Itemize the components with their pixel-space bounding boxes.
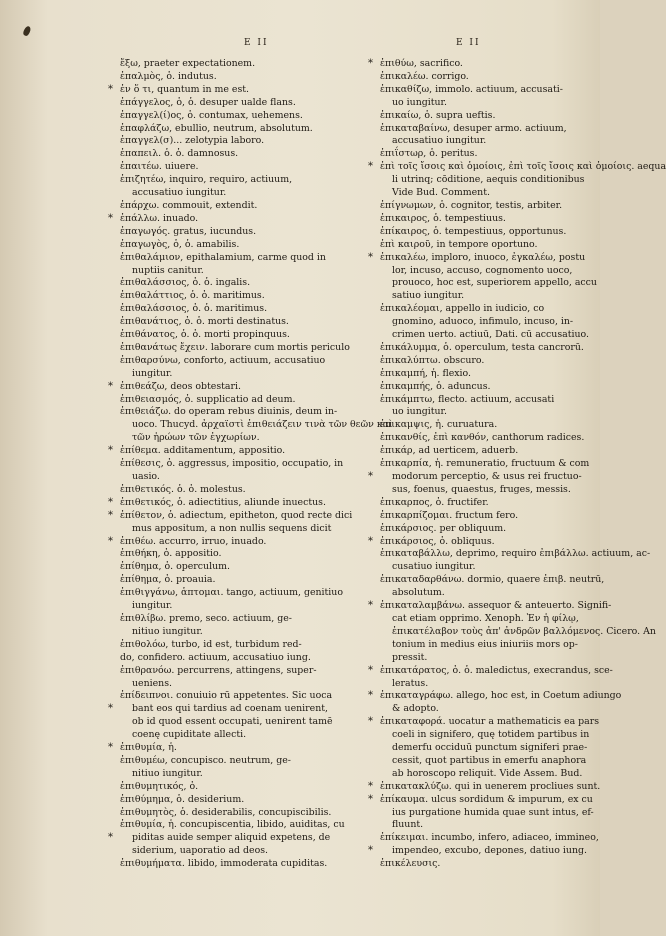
entry-text: ἔξω, praeter expectationem. <box>120 58 256 69</box>
entry-text: ἐπιθολόω, turbo, id est, turbidum red- <box>120 638 302 650</box>
dictionary-line <box>120 71 382 84</box>
entry-text: ἐπιθαλάσσιος, ὁ. ὁ. ingalis. <box>120 277 251 289</box>
dictionary-line <box>380 110 592 123</box>
entry-text: ἐπικάλυμμα, ὁ. operculum, testa cancrorū. <box>380 341 584 353</box>
entry-text: siderium, uaporatio ad deos. <box>132 845 269 857</box>
entry-text: ἐπικαρπος, ὁ. fructifer. <box>380 496 489 508</box>
dictionary-line <box>368 251 592 265</box>
dictionary-line <box>380 819 592 832</box>
dictionary-line <box>120 678 382 691</box>
asterisk-mark: * <box>368 664 373 676</box>
dictionary-line <box>380 135 592 148</box>
entry-text: ἐπιθειάζω. do operam rebus diuinis, deum in- <box>120 406 338 418</box>
dictionary-line <box>120 639 382 652</box>
dictionary-line <box>120 665 382 678</box>
entry-text: crimen uerto. actiuū, Dati. cū accusatiuo. <box>392 329 589 341</box>
dictionary-line <box>380 342 592 355</box>
entry-text: ἐπιθαλάσσιος, ὁ. ὁ. maritimus. <box>120 303 268 315</box>
entry-text: ἐπιθανάτιος, ὁ. ὁ. morti destinatus. <box>120 316 289 328</box>
entry-text: ἐπὶ τοῖς ἴσοις καὶ ὁμοίοις, ἐπὶ τοῖς ἴσοις καὶ ὁμοίοις. aequa <box>380 161 666 173</box>
entry-text: ἐπίγνωμων, ὁ. cognitor, testis, arbiter. <box>380 199 563 211</box>
dictionary-line <box>380 381 592 394</box>
asterisk-mark: * <box>108 212 113 224</box>
dictionary-line <box>380 394 592 407</box>
dictionary-line <box>380 561 592 574</box>
entry-text: ius purgatione humida quae sunt intus, ef- <box>392 806 594 818</box>
dictionary-line <box>380 316 592 329</box>
dictionary-line <box>108 380 382 394</box>
entry-text: ἐπίκειμαι. incumbo, infero, adiaceo, immineo, <box>380 832 599 844</box>
entry-text: ἐπιθέω. accurro, irruo, inuado. <box>120 535 267 547</box>
asterisk-mark: * <box>108 83 113 95</box>
entry-text: ἐπικαθίζω, immolo. actiuum, accusati- <box>380 83 563 95</box>
entry-text: nuptiis canitur. <box>132 264 204 276</box>
dictionary-line <box>380 174 592 187</box>
entry-text: ἐπαπειλ. ὁ. ὁ. damnosus. <box>120 148 239 160</box>
dictionary-line <box>108 535 382 549</box>
dictionary-line <box>368 716 600 729</box>
dictionary-line <box>120 858 382 871</box>
asterisk-mark: * <box>368 535 373 547</box>
entry-text: ἐπικαλέομαι, appello in iudicio, co <box>380 303 545 315</box>
dictionary-line <box>380 406 592 419</box>
dictionary-line <box>120 355 382 368</box>
dictionary-line <box>120 755 382 768</box>
dictionary-line <box>380 419 592 432</box>
entry-text: ἐπαλμὸς, ὁ. indutus. <box>120 70 217 82</box>
dictionary-line <box>380 290 592 303</box>
dictionary-line <box>120 716 382 729</box>
dictionary-line <box>380 523 592 536</box>
entry-text: ab horoscopo reliquit. Vide Assem. Bud. <box>392 767 583 779</box>
dictionary-line <box>120 148 382 161</box>
dictionary-line <box>380 84 592 97</box>
dictionary-line <box>380 703 592 716</box>
entry-text: uoco. Thucyd. ἀρχαϊστὶ ἐπιθειάζειν τινὰ τῶν θεῶν καὶ <box>132 419 393 431</box>
entry-text: τῶν ἡρώων τῶν ἐγχωρίων. <box>132 432 260 444</box>
entry-text: uo iungitur. <box>392 96 447 108</box>
asterisk-mark: * <box>108 509 113 521</box>
entry-text: ἐπιθαλάττιος, ὁ. ὁ. maritimus. <box>120 290 265 302</box>
dictionary-line <box>120 239 382 252</box>
dictionary-line <box>120 819 382 832</box>
entry-text: ἐπικαμπής, ὁ. aduncus. <box>380 380 491 392</box>
dictionary-line <box>380 742 592 755</box>
entry-text: ἐπικατέλαβον τοὺς ἀπ' ἀνδρῶν βαλλόμενος. Cicero. An <box>392 625 656 637</box>
entry-text: ἐπιθύω, sacrifico. <box>380 58 463 69</box>
entry-text: pressit. <box>392 651 428 663</box>
running-head-left: E II <box>244 38 269 48</box>
entry-text: ἐπιθρανόω. percurrens, attingens, super- <box>120 664 317 676</box>
asterisk-mark: * <box>368 845 373 857</box>
dictionary-line <box>380 497 592 510</box>
entry-text: cat etiam opprimo. Xenoph. Ἐν ἡ φίλῳ, <box>392 612 579 624</box>
dictionary-line <box>380 768 592 781</box>
dictionary-line <box>108 83 382 97</box>
dictionary-line <box>380 458 592 471</box>
entry-text: ἐπαγγελ(σ)... zelotypia laboro. <box>120 135 265 147</box>
entry-text: ἐπαφλάζω, ebullio, neutrum, absolutum. <box>120 122 313 134</box>
entry-text: tonium in medius eius iniuriis mors op- <box>392 638 578 650</box>
entry-text: ἐπιθλίβω. premo, seco. actiuum, ge- <box>120 612 292 624</box>
entry-text: ἐπίθεμα. additamentum, appositio. <box>120 445 286 457</box>
dictionary-line <box>120 471 382 484</box>
asterisk-mark: * <box>108 703 113 715</box>
dictionary-line <box>380 148 592 161</box>
dictionary-line <box>380 548 651 561</box>
dictionary-line <box>380 265 592 278</box>
dictionary-line <box>380 97 592 110</box>
entry-text: ἐπιθυμήματα. libido, immoderata cupiditas. <box>120 858 328 870</box>
dictionary-line <box>368 58 592 71</box>
entry-text: ἐπαγωγὸς, ὁ, ὁ. amabilis. <box>120 238 240 250</box>
asterisk-mark: * <box>368 716 373 728</box>
entry-text: ἐπικάρσιος. per obliquum. <box>380 522 507 534</box>
entry-text: ἐπιθαλάμιον, epithalamium, carme quod in <box>120 251 326 263</box>
entry-text: ἐπιΐστωρ, ὁ. peritus. <box>380 148 478 160</box>
entry-text: ἐπικαμψις, ἡ. curuatura. <box>380 419 498 431</box>
dictionary-line <box>120 161 382 174</box>
entry-text: ἐπικαλύπτω. obscuro. <box>380 354 485 366</box>
entry-text: demerfu occiduū punctum signiferi prae- <box>392 742 588 754</box>
dictionary-line <box>380 329 592 342</box>
dictionary-line <box>120 368 382 381</box>
dictionary-line <box>120 394 382 407</box>
dictionary-line <box>380 355 592 368</box>
dictionary-line <box>380 652 592 665</box>
dictionary-line <box>380 303 592 316</box>
dictionary-line <box>380 123 592 136</box>
entry-text: ἐπικανθίς, ἐπὶ κανθόν, canthorum radices. <box>380 432 585 444</box>
ink-mark <box>22 25 32 37</box>
entry-text: ἐπίκαιρος, ὁ. tempestiuus, opportunus. <box>380 225 567 237</box>
dictionary-line <box>380 587 592 600</box>
entry-text: ἐπίθεσις, ὁ. aggressus, impositio, occupatio, in <box>120 458 344 470</box>
dictionary-line <box>380 239 592 252</box>
right-column <box>368 58 666 871</box>
dictionary-line <box>120 768 382 781</box>
dictionary-line <box>120 290 382 303</box>
asterisk-mark: * <box>108 535 113 547</box>
dictionary-line <box>380 445 592 458</box>
entry-text: ἐπιθετικός, ὁ. adiectitius, aliunde inuectus. <box>120 496 326 508</box>
entry-text: impendeo, excubo, depones, datiuo iung. <box>392 845 587 857</box>
entry-text: ἐπικαλέω. corrigo. <box>380 70 469 82</box>
entry-text: Vide Bud. Comment. <box>392 187 490 199</box>
entry-text: nitiuo iungitur. <box>132 625 203 637</box>
dictionary-line <box>120 252 382 265</box>
dictionary-line <box>120 200 382 213</box>
dictionary-line <box>120 303 382 316</box>
dictionary-line <box>380 277 597 290</box>
dictionary-line <box>380 613 592 626</box>
dictionary-line <box>120 626 382 639</box>
dictionary-line <box>368 664 613 678</box>
dictionary-line <box>380 625 656 639</box>
running-head-right: E II <box>456 38 481 48</box>
dictionary-line <box>120 135 382 148</box>
entry-text: accusatiuo iungitur. <box>392 135 487 147</box>
dictionary-line <box>108 496 382 510</box>
entry-text: gnomino, aduoco, infimulo, incuso, in- <box>392 316 574 328</box>
entry-text: uo iungitur. <box>392 406 447 418</box>
asterisk-mark: * <box>108 380 113 392</box>
entry-text: ἐπάρχω. commouit, extendit. <box>120 199 258 211</box>
entry-text: ἐπιθήκη, ὁ. appositio. <box>120 548 222 560</box>
dictionary-line <box>120 548 382 561</box>
asterisk-mark: * <box>368 471 373 482</box>
dictionary-line <box>108 509 382 523</box>
entry-text: ἐπαγωγός. gratus, iucundus. <box>120 225 257 237</box>
dictionary-line <box>380 755 592 768</box>
dictionary-line <box>368 535 592 549</box>
entry-text: ἐπικαταβαίνω, desuper armo. actiuum, <box>380 122 567 134</box>
entry-text: ἐπιθυμητὸς, ὁ. desiderabilis, concupiscibilis. <box>120 806 332 818</box>
dictionary-line <box>368 845 592 858</box>
entry-text: ἐπικέλευσις. <box>380 858 441 870</box>
asterisk-mark: * <box>108 445 113 457</box>
entry-text: ueniens. <box>132 677 172 689</box>
asterisk-mark: * <box>368 793 373 805</box>
entry-text: ἐπιθειασμός, ὁ. supplicatio ad deum. <box>120 393 296 405</box>
dictionary-line <box>120 613 382 626</box>
dictionary-line <box>120 807 382 820</box>
entry-text: nitiuo iungitur. <box>132 767 203 779</box>
dictionary-line <box>380 858 592 871</box>
entry-text: ἐπιζητέω, inquiro, requiro, actiuum, <box>120 174 293 186</box>
entry-text: absolutum. <box>392 587 445 599</box>
dictionary-line <box>380 807 592 820</box>
dictionary-line <box>120 226 382 239</box>
entry-text: mus appositum, a non nullis sequens dicit <box>132 522 332 534</box>
entry-text: ἐπικάρσιος, ὁ. obliquus. <box>380 535 495 547</box>
dictionary-line <box>108 703 382 716</box>
asterisk-mark: * <box>368 58 373 69</box>
dictionary-line <box>120 845 382 858</box>
entry-text: lor, incuso, accuso, cognomento uoco, <box>392 264 573 276</box>
entry-text: ἐπιθεάζω, deos obtestari. <box>120 380 241 392</box>
entry-text: ἐπικαρπίζομαι. fructum fero. <box>380 509 519 521</box>
entry-text: ἐπικαταδαρθάνω. dormio, quaere ἐπιβ. neutrū, <box>380 574 605 586</box>
entry-text: ἐν ὅ τι, quantum in me est. <box>120 83 250 95</box>
dictionary-line <box>120 265 382 278</box>
dictionary-line <box>108 742 382 755</box>
asterisk-mark: * <box>368 251 373 263</box>
dictionary-line <box>120 432 382 445</box>
entry-text: ἐπικαταγράφω. allego, hoc est, in Coetum adiungo <box>380 690 622 702</box>
dictionary-line <box>120 600 382 613</box>
dictionary-line <box>120 123 382 136</box>
left-column <box>108 58 393 871</box>
dictionary-line <box>120 484 382 497</box>
entry-text: ἐπίθημα, ὁ. operculum. <box>120 561 230 573</box>
entry-text: cusatiuo iungitur. <box>392 561 476 573</box>
entry-text: iungitur. <box>132 367 173 379</box>
dictionary-line <box>368 780 601 794</box>
entry-text: ἐπιθυμία, ἡ. concupiscentia, libido, auiditas, cu <box>120 819 345 831</box>
entry-text: ἐπικαλέω, imploro, inuoco, ἐγκαλέω, postu <box>380 251 586 263</box>
dictionary-line <box>380 510 592 523</box>
dictionary-line <box>108 445 382 458</box>
entry-text: ἐπιθυμητικός, ὁ. <box>120 780 199 792</box>
entry-text: ἐπάγγελος, ὁ, ὁ. desuper ualde flans. <box>120 96 296 108</box>
entry-text: do, confidero. actiuum, accusatiuo iung. <box>120 651 311 663</box>
entry-text: ἐπίδειπνοι. conuiuio rū appetentes. Sic uoca <box>120 690 333 702</box>
asterisk-mark: * <box>368 161 373 173</box>
entry-text: ἐπικάμπτω, flecto. actiuum, accusati <box>380 393 555 405</box>
entry-text: bant eos qui tardius ad coenam uenirent, <box>132 703 328 715</box>
entry-text: uasio. <box>132 471 160 482</box>
dictionary-line <box>120 174 382 187</box>
entry-text: satiuo iungitur. <box>392 290 465 302</box>
dictionary-line <box>368 161 666 174</box>
dictionary-line <box>120 187 382 200</box>
entry-text: ob id quod essent occupati, uenirent tamē <box>132 716 333 728</box>
dictionary-line <box>368 793 593 807</box>
entry-text: accusatiuo iungitur. <box>132 187 227 199</box>
entry-text: sus, foenus, quaestus, fruges, messis. <box>392 483 571 495</box>
dictionary-line <box>108 832 382 845</box>
entry-text: ἐπαιτέω. uiuere. <box>120 161 199 173</box>
dictionary-line <box>120 729 382 742</box>
dictionary-line <box>120 277 382 290</box>
dictionary-line <box>368 600 612 613</box>
dictionary-line <box>120 794 382 807</box>
dictionary-line <box>120 652 382 665</box>
dictionary-line <box>120 781 382 794</box>
entry-text: ἐπικαταβάλλω, deprimo, requiro ἐπιβάλλω. actiuum, ac- <box>380 548 651 560</box>
entry-text: coeli in signifero, quę totidem partibus in <box>392 729 590 741</box>
dictionary-line <box>368 690 622 703</box>
dictionary-line <box>380 574 605 587</box>
entry-text: coenę cupiditate allecti. <box>132 729 247 741</box>
dictionary-line <box>380 678 592 691</box>
dictionary-line <box>380 729 592 742</box>
dictionary-line <box>120 97 382 110</box>
dictionary-line <box>120 561 382 574</box>
asterisk-mark: * <box>108 832 113 844</box>
entry-text: fluunt. <box>392 819 424 831</box>
entry-text: ἐπάλλω. inuado. <box>120 212 199 224</box>
dictionary-line <box>120 342 382 355</box>
entry-text: ἐπαγγελ(ί)ος, ὁ. contumax, uehemens. <box>120 109 303 121</box>
dictionary-line <box>108 212 382 226</box>
entry-text: & adopto. <box>392 703 439 715</box>
asterisk-mark: * <box>368 780 373 792</box>
dictionary-line <box>380 226 592 239</box>
entry-text: ἐπικάρ, ad uerticem, aduerb. <box>380 445 519 457</box>
dictionary-line <box>120 574 382 587</box>
dictionary-line <box>368 471 592 484</box>
asterisk-mark: * <box>368 690 373 702</box>
entry-text: ἐπίθετον, ὁ. adiectum, epitheton, quod recte dici <box>120 509 353 521</box>
entry-text: ἐπίθημα, ὁ. proauia. <box>120 574 216 586</box>
entry-text: ἐπικατακλύζω. qui in uenerem procliues sunt. <box>380 780 601 792</box>
dictionary-line <box>380 432 592 445</box>
dictionary-line <box>380 484 592 497</box>
entry-text: iungitur. <box>132 600 173 612</box>
entry-text: ἐπιθετικός. ὁ. ὁ. molestus. <box>120 483 246 495</box>
dictionary-line <box>120 587 382 600</box>
dictionary-line <box>380 200 592 213</box>
dictionary-line <box>120 690 382 703</box>
entry-text: ἐπίκαυμα. ulcus sordidum & impurum, ex cu <box>380 793 593 805</box>
entry-text: ἐπιθιγγάνω, ἁπτομαι. tango, actiuum, genitiuo <box>120 587 343 599</box>
dictionary-line <box>120 58 382 71</box>
entry-text: prouoco, hoc est, superiorem appello, accu <box>392 277 597 289</box>
dictionary-line <box>120 110 382 123</box>
asterisk-mark: * <box>368 600 373 612</box>
dictionary-line <box>120 523 382 536</box>
entry-text: ἐπιθυμέω, concupisco. neutrum, ge- <box>120 754 291 766</box>
entry-text: modorum perceptio, & usus rei fructuo- <box>392 471 582 482</box>
dictionary-line <box>120 406 382 419</box>
dictionary-line <box>120 419 393 432</box>
entry-text: ἐπιθανάτως ἔχειν. laborare cum mortis periculo <box>120 341 350 353</box>
dictionary-line <box>120 316 382 329</box>
entry-text: ἐπὶ καιροῦ, in tempore oportuno. <box>380 238 538 250</box>
entry-text: li utrinq; cōditione, aequis conditionibus <box>392 174 585 186</box>
entry-text: ἐπικαταφορά. uocatur a mathematicis ea pars <box>380 716 600 728</box>
entry-text: cessit, quot partibus in emerfu anaphora <box>392 754 587 766</box>
dictionary-line <box>120 329 382 342</box>
entry-text: ἐπικαίω, ὁ. supra ueftis. <box>380 109 496 121</box>
asterisk-mark: * <box>108 496 113 508</box>
entry-text: ἐπικαμπή, ἡ. flexio. <box>380 367 472 379</box>
entry-text: ἐπιθαρσύνω, conforto, actiuum, accusatiuo <box>120 354 326 366</box>
entry-text: ἐπιθύμημα, ὁ. desiderium. <box>120 793 245 805</box>
entry-text: ἐπικαιρος, ὁ. tempestiuus. <box>380 212 506 224</box>
entry-text: ἐπικαρπία, ἡ. remuneratio, fructuum & com <box>380 458 590 470</box>
dictionary-line <box>380 71 592 84</box>
asterisk-mark: * <box>108 742 113 754</box>
dictionary-line <box>380 832 599 845</box>
entry-text: piditas auide semper aliquid expetens, de <box>132 832 331 844</box>
entry-text: ἐπιθυμία, ἡ. <box>120 742 177 754</box>
entry-text: leratus. <box>392 677 429 689</box>
dictionary-line <box>380 213 592 226</box>
entry-text: ἐπικαταλαμβάνω. assequor & anteuerto. Signifi- <box>380 600 612 612</box>
entry-text: ἐπιθάνατος, ὁ. ὁ. morti propinquus. <box>120 329 290 341</box>
dictionary-line <box>380 187 592 200</box>
entry-text: ἐπικατάρατος, ὁ. ὁ. maledictus, execrandus, sce- <box>380 664 613 676</box>
dictionary-line <box>120 458 382 471</box>
dictionary-line <box>380 639 592 652</box>
dictionary-line <box>380 368 592 381</box>
